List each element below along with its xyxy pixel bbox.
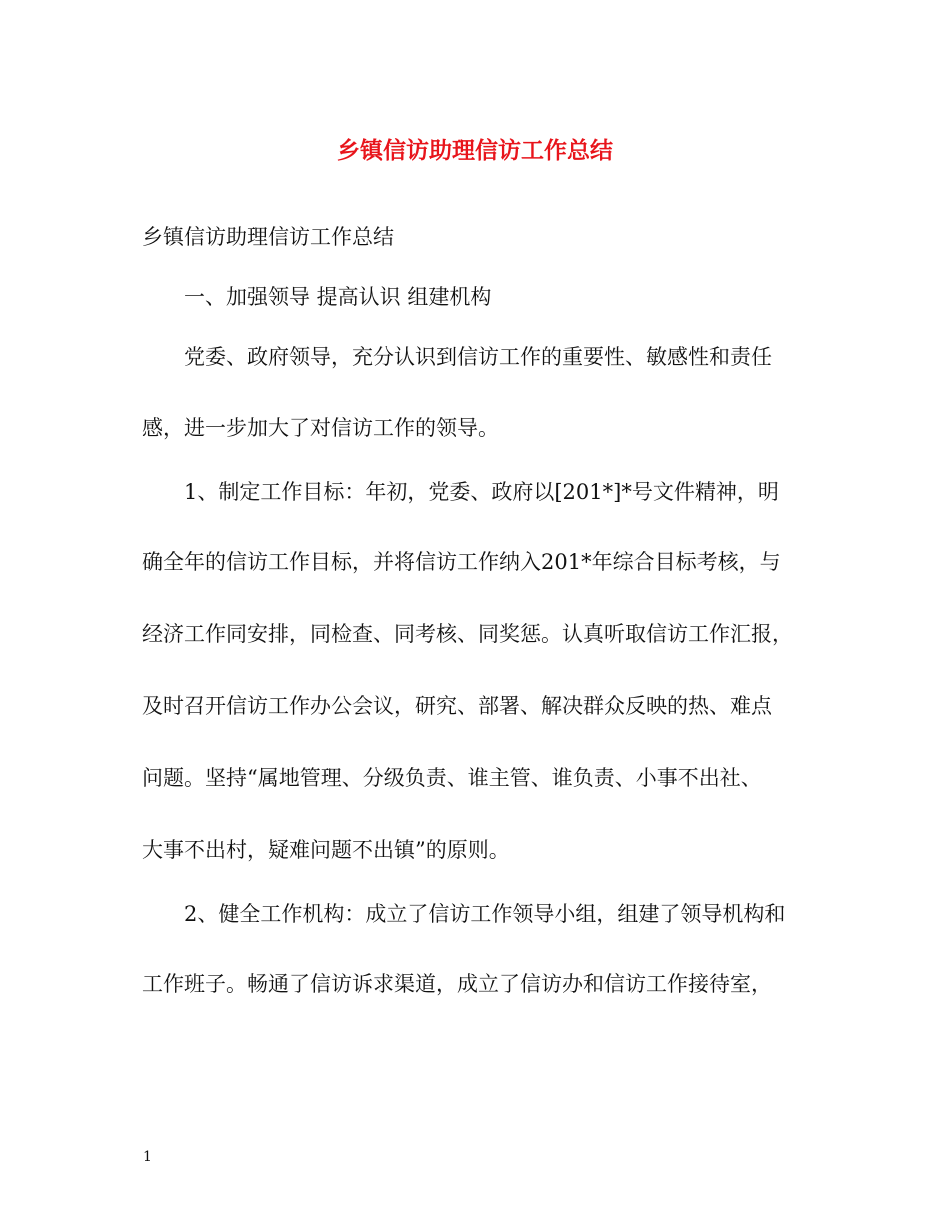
document-title: 乡镇信访助理信访工作总结 (337, 137, 613, 164)
body-line: 及时召开信访工作办公会议，研究、部署、解决群众反映的热、难点 (142, 694, 772, 718)
body-line: 工作班子。畅通了信访诉求渠道，成立了信访办和信访工作接待室， (142, 972, 772, 996)
section-heading: 一、加强领导 提高认识 组建机构 (142, 285, 492, 309)
body-line: 问题。坚持“属地管理、分级负责、谁主管、谁负责、小事不出社、 (142, 766, 762, 790)
subtitle-line: 乡镇信访助理信访工作总结 (142, 225, 394, 249)
body-line: 确全年的信访工作目标，并将信访工作纳入201*年综合目标考核，与 (142, 550, 781, 574)
body-line: 2、健全工作机构：成立了信访工作领导小组，组建了领导机构和 (142, 902, 786, 926)
body-line: 党委、政府领导，充分认识到信访工作的重要性、敏感性和责任 (142, 345, 772, 369)
body-line: 经济工作同安排，同检查、同考核、同奖惩。认真听取信访工作汇报， (142, 622, 793, 646)
body-line: 感，进一步加大了对信访工作的领导。 (142, 416, 499, 440)
page-number: 1 (143, 1149, 152, 1165)
body-line: 大事不出村，疑难问题不出镇”的原则。 (142, 838, 510, 862)
body-line: 1、制定工作目标：年初，党委、政府以[201*]*号文件精神，明 (142, 480, 779, 504)
